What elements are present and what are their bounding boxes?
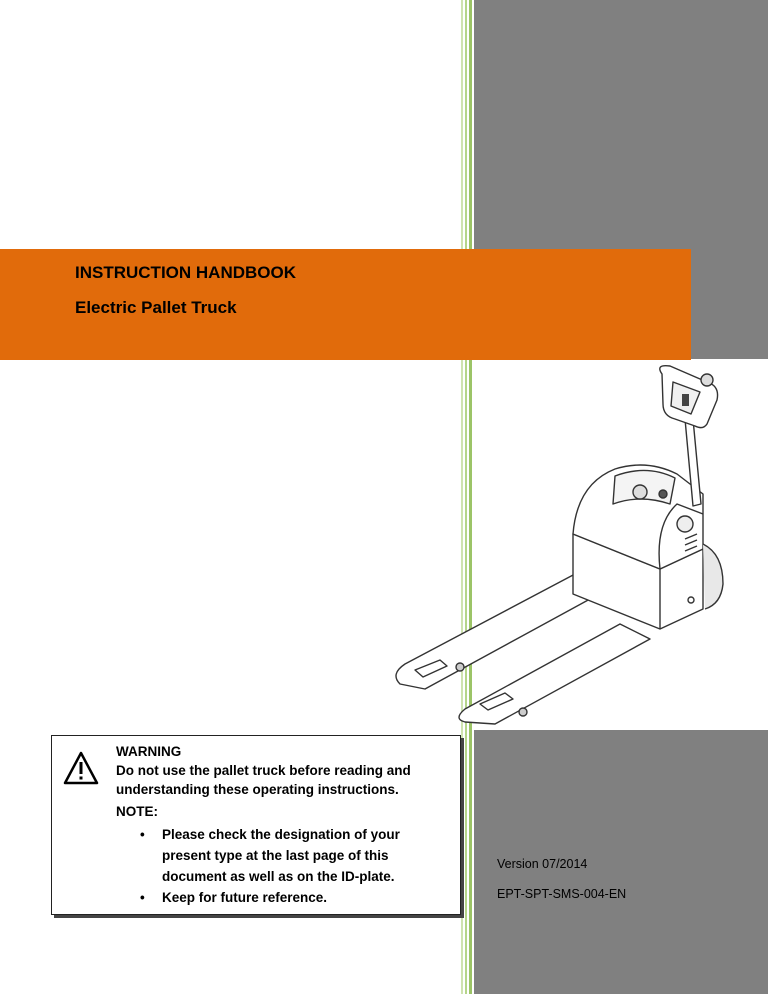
note-text: Please check the designation of your present type at the last page of this document as well as on the ID-plate. <box>162 827 400 884</box>
warning-triangle-icon <box>63 751 99 785</box>
warning-title: WARNING <box>116 744 182 759</box>
version-label: Version 07/2014 <box>497 857 588 871</box>
pallet-truck-illustration <box>385 364 735 726</box>
note-label: NOTE: <box>116 804 158 819</box>
document-subtitle: Electric Pallet Truck <box>75 298 237 317</box>
list-item: • Keep for future reference. <box>140 890 328 905</box>
warning-text: Do not use the pallet truck before reading and understanding these operating instructions. <box>116 763 411 797</box>
title-banner <box>0 249 691 360</box>
note-text: Keep for future reference. <box>162 890 328 905</box>
list-item: • Please check the designation of your present type at the last page of this document as well as on the ID-plate. <box>140 827 400 884</box>
warning-box <box>51 735 461 915</box>
note-list <box>116 824 436 908</box>
document-number: EPT-SPT-SMS-004-EN <box>497 887 627 901</box>
document-title: INSTRUCTION HANDBOOK <box>75 263 296 282</box>
